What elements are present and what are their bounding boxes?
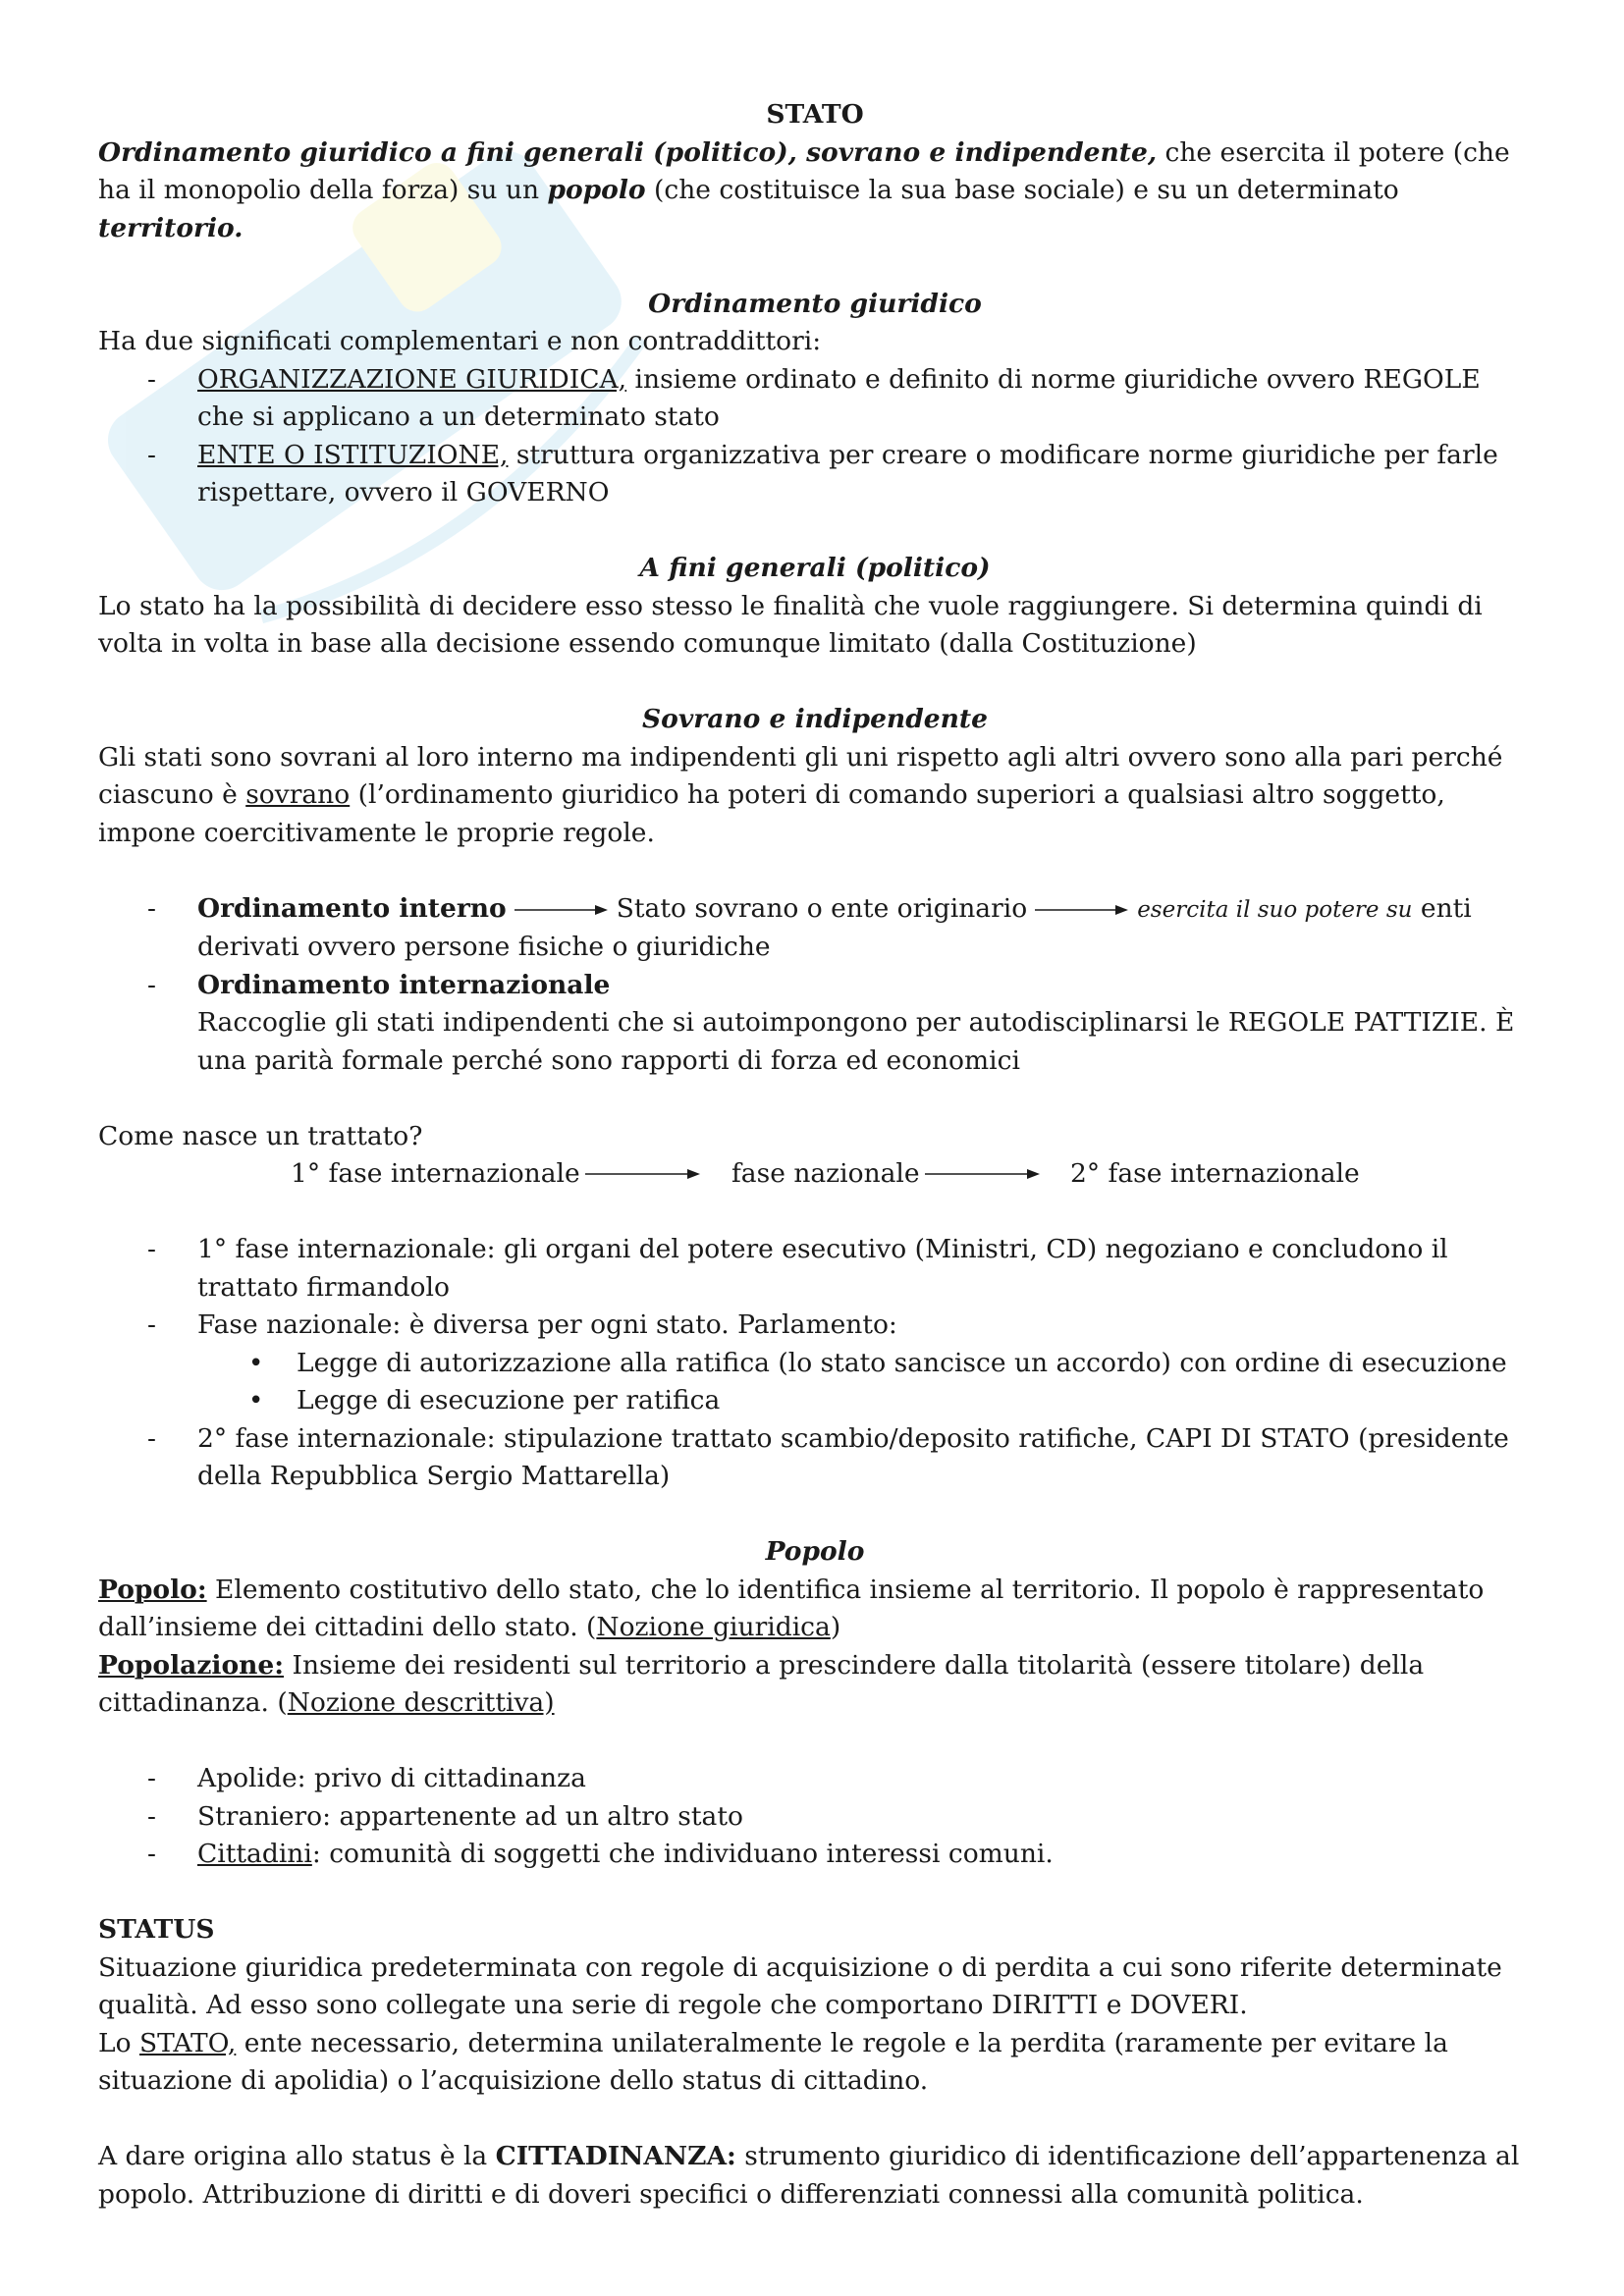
page-title: STATO <box>766 99 864 130</box>
trattato-flow <box>98 1155 1532 1194</box>
arrow-right-icon <box>925 1167 1041 1181</box>
ordinamento-lead: Ha due significati complementari e non contraddittori: <box>98 326 822 356</box>
list-item: - Ordinamento internazionale Raccoglie gli stati indipendenti che si autoimpongono per autodisciplinarsi le REGOLE PATTIZIE. È una parità formale perché sono rapporti di forza ed economici <box>98 967 1532 1081</box>
ordinamento-types-list <box>98 890 1532 1081</box>
list-item: - ENTE O ISTITUZIONE, struttura organizzativa per creare o modificare norme giuridiche per farle rispettare, ovvero il GOVERNO <box>98 437 1532 512</box>
intro-paragraph: Ordinamento giuridico a fini generali (politico), sovrano e indipendente, che esercita il potere (che ha il monopolio della forza) su un popolo (che costituisce la sua base sociale) e su un determinato territorio. <box>98 136 1510 243</box>
popolazione-definition: Popolazione: Insieme dei residenti sul territorio a prescindere dalla titolarità (essere titolare) della cittadinanza. (Nozione descrittiva) <box>98 1649 1425 1718</box>
list-item: - Straniero: appartenente ad un altro stato <box>98 1798 1532 1837</box>
flow-step: 2° fase internazionale <box>1070 1158 1360 1189</box>
sub-list <box>197 1345 1532 1420</box>
list-item: - 1° fase internazionale: gli organi del potere esecutivo (Ministri, CD) negoziano e concludono il trattato firmandolo <box>98 1231 1532 1307</box>
list-item: - Fase nazionale: è diversa per ogni stato. Parlamento: • Legge di autorizzazione alla ratifica (lo stato sancisce un accordo) con ordine di esecuzione • Legge di esecuzione per ratifica <box>98 1307 1532 1420</box>
heading-sovrano: Sovrano e indipendente <box>642 704 988 734</box>
status-paragraph-2: Lo STATO, ente necessario, determina unilateralmente le regole e la perdita (raramente per evitare la situazione di apolidia) o l’acquisizione dello status di cittadino. <box>98 2027 1448 2096</box>
arrow-right-icon <box>1035 903 1129 917</box>
list-item: - Cittadini: comunità di soggetti che individuano interessi comuni. <box>98 1836 1532 1874</box>
heading-popolo: Popolo <box>765 1536 865 1567</box>
trattato-list <box>98 1231 1532 1496</box>
arrow-right-icon <box>514 903 609 917</box>
arrow-right-icon <box>585 1167 701 1181</box>
trattato-question: Come nasce un trattato? <box>98 1120 423 1151</box>
status-paragraph-1: Situazione giuridica predeterminata con regole di acquisizione o di perdita a cui sono riferite determinate qualità. Ad esso sono collegate una serie di regole che comportano DIRITTI e DOVERI. <box>98 1951 1502 2020</box>
list-item: - 2° fase internazionale: stipulazione trattato scambio/deposito ratifiche, CAPI DI STATO (presidente della Repubblica Sergio Mattarella) <box>98 1420 1532 1496</box>
heading-ordinamento: Ordinamento giuridico <box>648 288 982 319</box>
heading-status: STATUS <box>98 1914 215 1945</box>
status-paragraph-3: A dare origina allo status è la CITTADINANZA: strumento giuridico di identificazione dell’appartenenza al popolo. Attribuzione di diritti e di doveri specifici o differenziati connessi alla comunità politica. <box>98 2141 1520 2210</box>
list-item: - Apolide: privo di cittadinanza <box>98 1760 1532 1798</box>
flow-step: fase nazionale <box>731 1158 920 1189</box>
list-item: - Ordinamento interno Stato sovrano o ente originario esercita il suo potere su enti derivati ovvero persone fisiche o giuridiche <box>98 890 1532 967</box>
document-page <box>98 96 1532 2214</box>
heading-fini: A fini generali (politico) <box>639 553 991 583</box>
sub-list-item: • Legge di esecuzione per ratifica <box>197 1382 1532 1420</box>
ordinamento-list <box>98 361 1532 512</box>
flow-step: 1° fase internazionale <box>291 1158 580 1189</box>
popolo-list <box>98 1760 1532 1874</box>
sub-list-item: • Legge di autorizzazione alla ratifica (lo stato sancisce un accordo) con ordine di esecuzione <box>197 1345 1532 1383</box>
list-item: - ORGANIZZAZIONE GIURIDICA, insieme ordinato e definito di norme giuridiche ovvero REGOLE che si applicano a un determinato stato <box>98 361 1532 437</box>
sovrano-paragraph: Gli stati sono sovrani al loro interno ma indipendenti gli uni rispetto agli altri ovvero sono alla pari perché ciascuno è sovrano (l’ordinamento giuridico ha poteri di comando superiori a qualsiasi altro soggetto, impone coercitivamente le proprie regole. <box>98 741 1503 848</box>
fini-paragraph: Lo stato ha la possibilità di decidere esso stesso le finalità che vuole raggiungere. Si determina quindi di volta in volta in base alla decisione essendo comunque limitato (dalla Costituzione) <box>98 590 1483 659</box>
popolo-definition: Popolo: Elemento costitutivo dello stato, che lo identifica insieme al territorio. Il popolo è rappresentato dall’insieme dei cittadini dello stato. (Nozione giuridica) <box>98 1574 1485 1642</box>
